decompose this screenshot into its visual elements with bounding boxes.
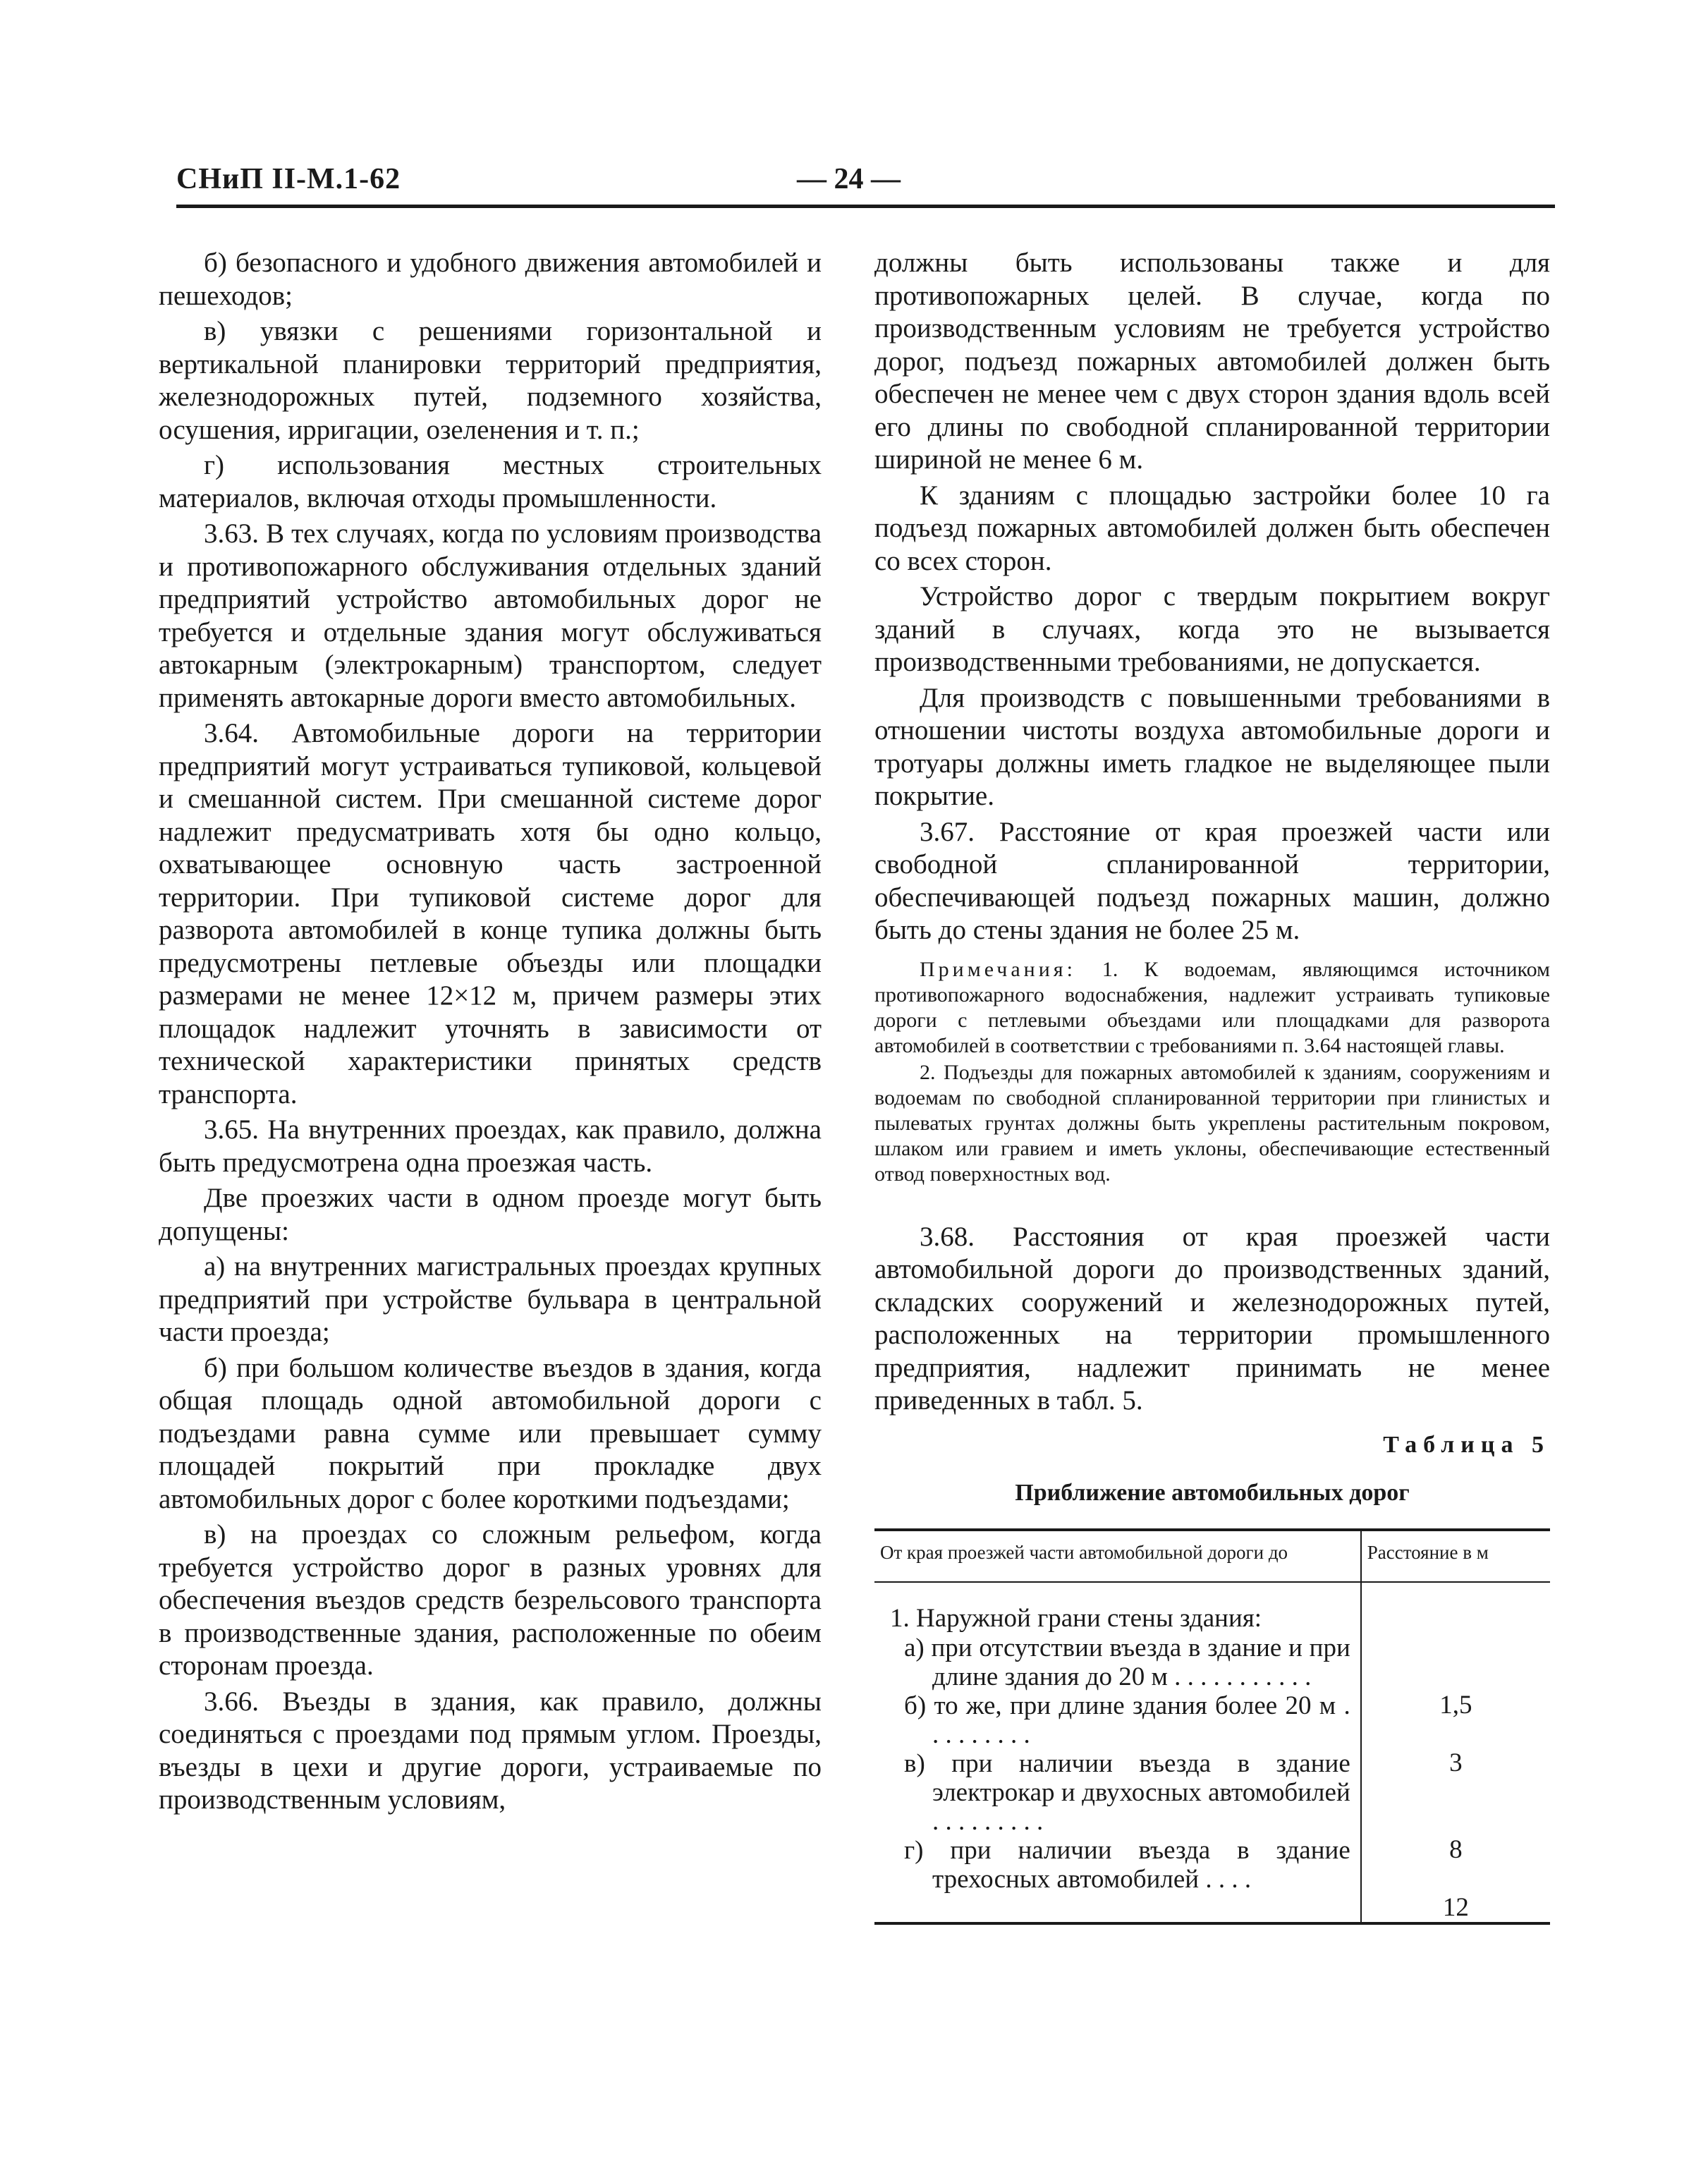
paragraph-3-68: 3.68. Расстояния от края проезжей части автомобильной дороги до производственных зданий, складских сооружений и железнодорожных путей, расположенных на территории промышленного предприятия, надлежит принимать не менее приведенных в табл. 5. bbox=[874, 1221, 1550, 1416]
paragraph-3-65: 3.65. На внутренних проездах, как правило, должна быть предусмотрена одна проезжая часть. bbox=[159, 1114, 822, 1178]
table-label: Таблица 5 bbox=[1383, 1431, 1550, 1458]
note-2: 2. Подъезды для пожарных автомобилей к зданиям, сооружениям и водоемам по свободной спланированной территории при глинистых и пылеватых грунтах должны быть укреплены растительным покровом, шлаком или гравием и иметь уклоны, обеспечивающие естественный отвод поверхностных вод. bbox=[874, 1060, 1550, 1186]
page-number: — 24 — bbox=[797, 163, 901, 195]
paragraph-3-63: 3.63. В тех случаях, когда по условиям производства и противопожарного обслуживания отдельных зданий предприятий устройство автомобильных дорог не требуется и отдельные здания могут обслуживаться автокарным (электрокарным) транспортом, следует применять автокарные дороги вместо автомобильных. bbox=[159, 518, 822, 713]
paragraph: в) увязки с решениями горизонтальной и вертикальной планировки территорий предприятия, железнодорожных путей, подземного хозяйства, осушения, ирригации, озеленения и т. п.; bbox=[159, 316, 822, 445]
note-1: Примечания: 1. К водоемам, являющимся источником противопожарного водоснабжения, надлежит устраивать тупиковые дороги с петлевыми объездами или площадками для разворота автомобилей в соответствии с требованиями п. 3.64 настоящей главы. bbox=[874, 957, 1551, 1057]
row-v-label: в) при наличии въезда в здание электрокар и двухосных автомобилей . . . . . . . . . bbox=[904, 1748, 1350, 1836]
document-code: СНиП II-М.1-62 bbox=[176, 163, 401, 195]
left-column bbox=[159, 247, 822, 1820]
column-header-from: От края проезжей части автомобильной дороги до bbox=[874, 1530, 1361, 1582]
paragraph: К зданиям с площадью застройки более 10 га подъезд пожарных автомобилей должен быть обеспечен со всех сторон. bbox=[874, 480, 1550, 576]
row-main-label: 1. Наружной грани стены здания: bbox=[890, 1603, 1262, 1633]
table-row bbox=[874, 1582, 1550, 1923]
table-title: Приближение автомобильных дорог bbox=[1015, 1480, 1410, 1506]
paragraph: Устройство дорог с твердым покрытием вокруг зданий в случаях, когда это не вызывается производственными требованиями, не допускается. bbox=[874, 581, 1550, 677]
paragraph-3-66: 3.66. Въезды в здания, как правило, должны соединяться с проездами под прямым углом. Проезды, въезды в цехи и другие дороги, устраиваемые по производственным условиям, bbox=[159, 1686, 822, 1815]
paragraph: б) безопасного и удобного движения автомобилей и пешеходов; bbox=[159, 248, 822, 311]
paragraph: г) использования местных строительных материалов, включая отходы промышленности. bbox=[159, 450, 822, 513]
paragraph-3-64: 3.64. Автомобильные дороги на территории предприятий могут устраиваться тупиковой, кольцевой и смешанной систем. При смешанной системе дорог надлежит предусматривать хотя бы одно кольцо, охватывающее основную часть застроенной территории. При тупиковой системе дорог для разворота автомобилей в конце тупика должны быть предусмотрены петлевые объезды или площадки размерами не менее 12×12 м, причем размеры этих площадок надлежит уточнять в зависимости от технической характеристики принятых средств транспорта. bbox=[159, 718, 822, 1109]
table-5 bbox=[874, 1528, 1550, 1925]
paragraph: должны быть использованы также и для противопожарных целей. В случае, когда по производственным условиям не требуется устройство дорог, подъезд пожарных автомобилей должен быть обеспечен не менее чем с двух сторон здания вдоль всей его длины по свободной спланированной территории шириной не менее 6 м. bbox=[874, 248, 1550, 475]
row-g-value: 12 bbox=[1442, 1892, 1469, 1922]
page-header bbox=[176, 162, 1555, 208]
row-b-label: б) то же, при длине здания более 20 м . . . . . . . . . bbox=[904, 1691, 1350, 1749]
right-column bbox=[874, 247, 1550, 1925]
column-header-distance: Расстояние в м bbox=[1361, 1530, 1550, 1582]
row-b-value: 3 bbox=[1449, 1748, 1463, 1777]
paragraph: б) при большом количестве въездов в здания, когда общая площадь одной автомобильной дороги с подъездами равна сумме или превышает сумму площадей покрытий при прокладке двух автомобильных дорог с более короткими подъездами; bbox=[159, 1352, 822, 1514]
row-g-label: г) при наличии въезда в здание трехосных автомобилей . . . . bbox=[904, 1835, 1350, 1894]
notes-label: Примечания: bbox=[920, 957, 1076, 981]
paragraph: а) на внутренних магистральных проездах крупных предприятий при устройстве бульвара в центральной части проезда; bbox=[159, 1251, 822, 1347]
row-a-value: 1,5 bbox=[1439, 1690, 1472, 1720]
row-v-value: 8 bbox=[1449, 1835, 1463, 1864]
spacer bbox=[874, 1187, 1550, 1221]
table-header-row bbox=[874, 1530, 1550, 1582]
paragraph: Для производств с повышенными требованиями в отношении чистоты воздуха автомобильные дороги и тротуары должны иметь гладкое не выделяющее пыли покрытие. bbox=[874, 682, 1550, 811]
row-a-label: а) при отсутствии въезда в здание и при длине здания до 20 м . . . . . . . . . . . bbox=[904, 1633, 1350, 1691]
paragraph-3-67: 3.67. Расстояние от края проезжей части или свободной спланированной территории, обеспечивающей подъезд пожарных машин, должно быть до стены здания не более 25 м. bbox=[874, 816, 1550, 945]
paragraph: Две проезжих части в одном проезде могут быть допущены: bbox=[159, 1183, 822, 1246]
paragraph: в) на проездах со сложным рельефом, когда требуется устройство дорог в разных уровнях для обеспечения въездов средств безрельсового транспорта в производственные здания, расположенные по обеим сторонам проезда. bbox=[159, 1519, 822, 1681]
